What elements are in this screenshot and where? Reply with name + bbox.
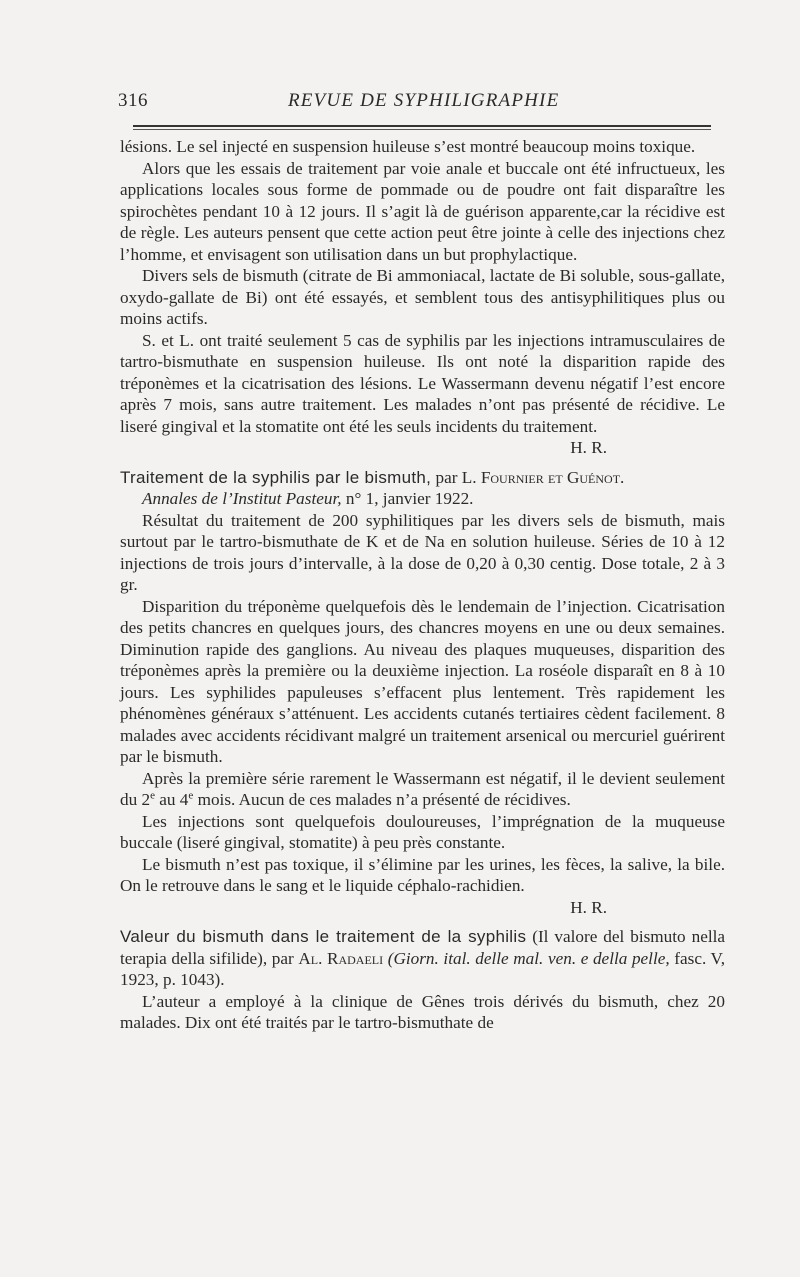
superscript: e (150, 789, 155, 802)
header-rule (133, 125, 711, 127)
superscript: e (188, 789, 194, 802)
entry-journal: (Giorn. ital. delle mal. ven. e della pelle, (387, 948, 670, 968)
article-body (120, 136, 725, 1034)
signature: H. R. (570, 438, 607, 457)
text-run: mois. Aucun de ces malades n’a présenté de récidives. (193, 790, 571, 809)
paragraph: lésions. Le sel injecté en suspension huileuse s’est montré beaucoup moins toxique. (120, 137, 696, 156)
entry-authors: Al. Radaeli (298, 948, 384, 968)
paragraph: Disparition du tréponème quelquefois dès le lendemain de l’injection. Cicatrisation des petits chancres en quelques jours, des chancres moyens en une ou deux semaines. Diminution rapide des ganglions. Au niveau des plaques muqueuses, disparition des tréponèmes après la première ou la deuxième injection. La roséole disparaît en 8 à 10 jours. Les syphilides papuleuses s’effacent plus lentement. Très rapidement les phénomènes généraux s’atténuent. Les accidents cutanés tertiaires cèdent facilement. 8 malades avec accidents récidivant malgré un traitement arsenical ou mercuriel guérirent par le bismuth. (120, 596, 725, 766)
running-head (118, 90, 708, 116)
text-run: au 4 (154, 790, 189, 809)
paragraph: Résultat du traitement de 200 syphilitiques par les divers sels de bismuth, mais surtout par le tartro-bismuthate de K et de Na en solution huileuse. Séries de 10 à 12 injections de trois jours d’intervalle, à la dose de 0,20 à 0,30 centig. Dose totale, 2 à 3 gr. (120, 510, 725, 594)
paragraph: Alors que les essais de traitement par voie anale et buccale ont été infructueux, les applications locales sous forme de pommade ou de poudre ont fait disparaître les spirochètes pendant 10 à 12 jours. Il s’agit là de guérison apparente,car la récidive est de règle. Les auteurs pensent que cette action peut être jointe à celle des injections chez l’homme, et envisagent son utilisation dans un but prophylactique. (120, 158, 725, 264)
journal-title: REVUE DE SYPHILIGRAPHIE (288, 90, 560, 111)
review-entry-fournier (120, 467, 725, 919)
entry-reference (120, 467, 725, 489)
paragraph: Le bismuth n’est pas toxique, il s’élimine par les urines, les fèces, la salive, la bile. On le retrouve dans le sang et le liquide céphalo-rachidien. (120, 854, 725, 895)
paragraph: L’auteur a employé à la clinique de Gênes trois dérivés du bismuth, chez 20 malades. Dix ont été traités par le tartro-bismuthate de (120, 991, 725, 1032)
entry-title: Traitement de la syphilis par le bismuth, (120, 467, 432, 487)
entry-by: par L. (435, 467, 477, 487)
entry-issue: fasc. V, 1923, p. 1043). (120, 948, 726, 989)
entry-reference (120, 926, 725, 991)
text-run: Après la première série rarement le Wassermann est négatif, il le devient seulement du 2 (120, 768, 725, 809)
entry-original-title: (Il valore del bismuto nella terapia della sifilide), par (120, 927, 726, 968)
paragraph: Divers sels de bismuth (citrate de Bi ammoniacal, lactate de Bi soluble, sous-gallate, oxydo-gallate de Bi) ont été essayés, et semblent tous des antisyphilitiques plus ou moins actifs. (120, 266, 725, 328)
review-entry-radaeli (120, 926, 725, 1034)
entry-source (120, 488, 725, 510)
entry-journal: Annales de l’Institut Pasteur, (142, 489, 342, 508)
signature: H. R. (570, 897, 607, 917)
header-rule-thin (133, 129, 711, 130)
entry-authors: Fournier et Guénot. (480, 467, 625, 487)
entry-issue: n° 1, janvier 1922. (345, 489, 474, 508)
entry-title: Valeur du bismuth dans le traitement de la syphilis (120, 927, 527, 946)
page-number: 316 (118, 90, 148, 111)
paragraph-wassermann (120, 768, 725, 811)
paragraph: Les injections sont quelquefois douloureuses, l’imprégnation de la muqueuse buccale (liseré gingival, stomatite) à peu près constante. (120, 811, 725, 852)
paragraph: S. et L. ont traité seulement 5 cas de syphilis par les injections intramusculaires de tartro-bismuthate en suspension huileuse. Ils ont noté la disparition rapide des tréponèmes et la cicatrisation des lésions. Le Wassermann devenu négatif l’est encore après 7 mois, sans autre traitement. Les malades n’ont pas présenté de récidive. Le liseré gingival et la stomatite ont été les seuls incidents du traitement. (120, 330, 725, 436)
